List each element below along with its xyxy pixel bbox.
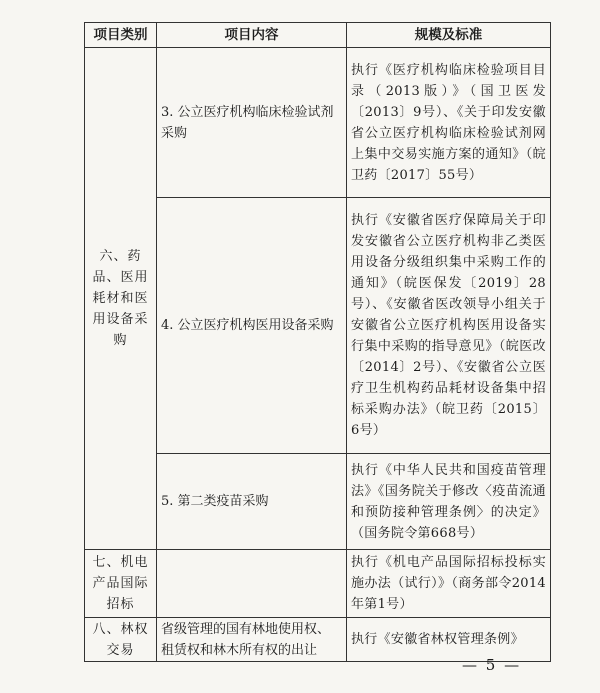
standard-cell: 执行《安徽省林权管理条例》 (347, 618, 551, 662)
category-cell-8: 八、林权交易 (85, 618, 157, 662)
content-cell: 3. 公立医疗机构临床检验试剂采购 (157, 48, 347, 198)
standard-cell: 执行《中华人民共和国疫苗管理法》《国务院关于修改〈疫苗流通和预防接种管理条例〉的决定》（国务院令第668号） (347, 454, 551, 550)
table-row (85, 618, 551, 662)
header-content: 项目内容 (157, 23, 347, 48)
regulation-table (84, 22, 551, 662)
table-header-row (85, 23, 551, 48)
page-number: — 5 — (462, 656, 522, 674)
standard-cell: 执行《机电产品国际招标投标实施办法（试行）》（商务部令2014年第1号） (347, 550, 551, 618)
category-cell-7: 七、机电产品国际招标 (85, 550, 157, 618)
table-row (85, 550, 551, 618)
header-category: 项目类别 (85, 23, 157, 48)
content-cell: 省级管理的国有林地使用权、租赁权和林木所有权的出让 (157, 618, 347, 662)
header-standard: 规模及标准 (347, 23, 551, 48)
content-cell (157, 550, 347, 618)
standard-cell: 执行《安徽省医疗保障局关于印发安徽省公立医疗机构非乙类医用设备分级组织集中采购工作的通知》（皖医保发〔2019〕28号）、《安徽省医改领导小组关于安徽省公立医疗机构医用设备实行集中采购的指导意见》（皖医改〔2014〕2号）、《安徽省公立医疗卫生机构药品耗材设备集中招标采购办法》（皖卫药〔2015〕6号） (347, 198, 551, 454)
standard-cell: 执行《医疗机构临床检验项目目录（2013版）》（国卫医发〔2013〕9号）、《关于印发安徽省公立医疗机构临床检验试剂网上集中交易实施方案的通知》（皖卫药〔2017〕55号） (347, 48, 551, 198)
content-cell: 5. 第二类疫苗采购 (157, 454, 347, 550)
table-row (85, 48, 551, 198)
content-cell: 4. 公立医疗机构医用设备采购 (157, 198, 347, 454)
category-cell-6: 六、药品、医用耗材和医用设备采购 (85, 48, 157, 550)
